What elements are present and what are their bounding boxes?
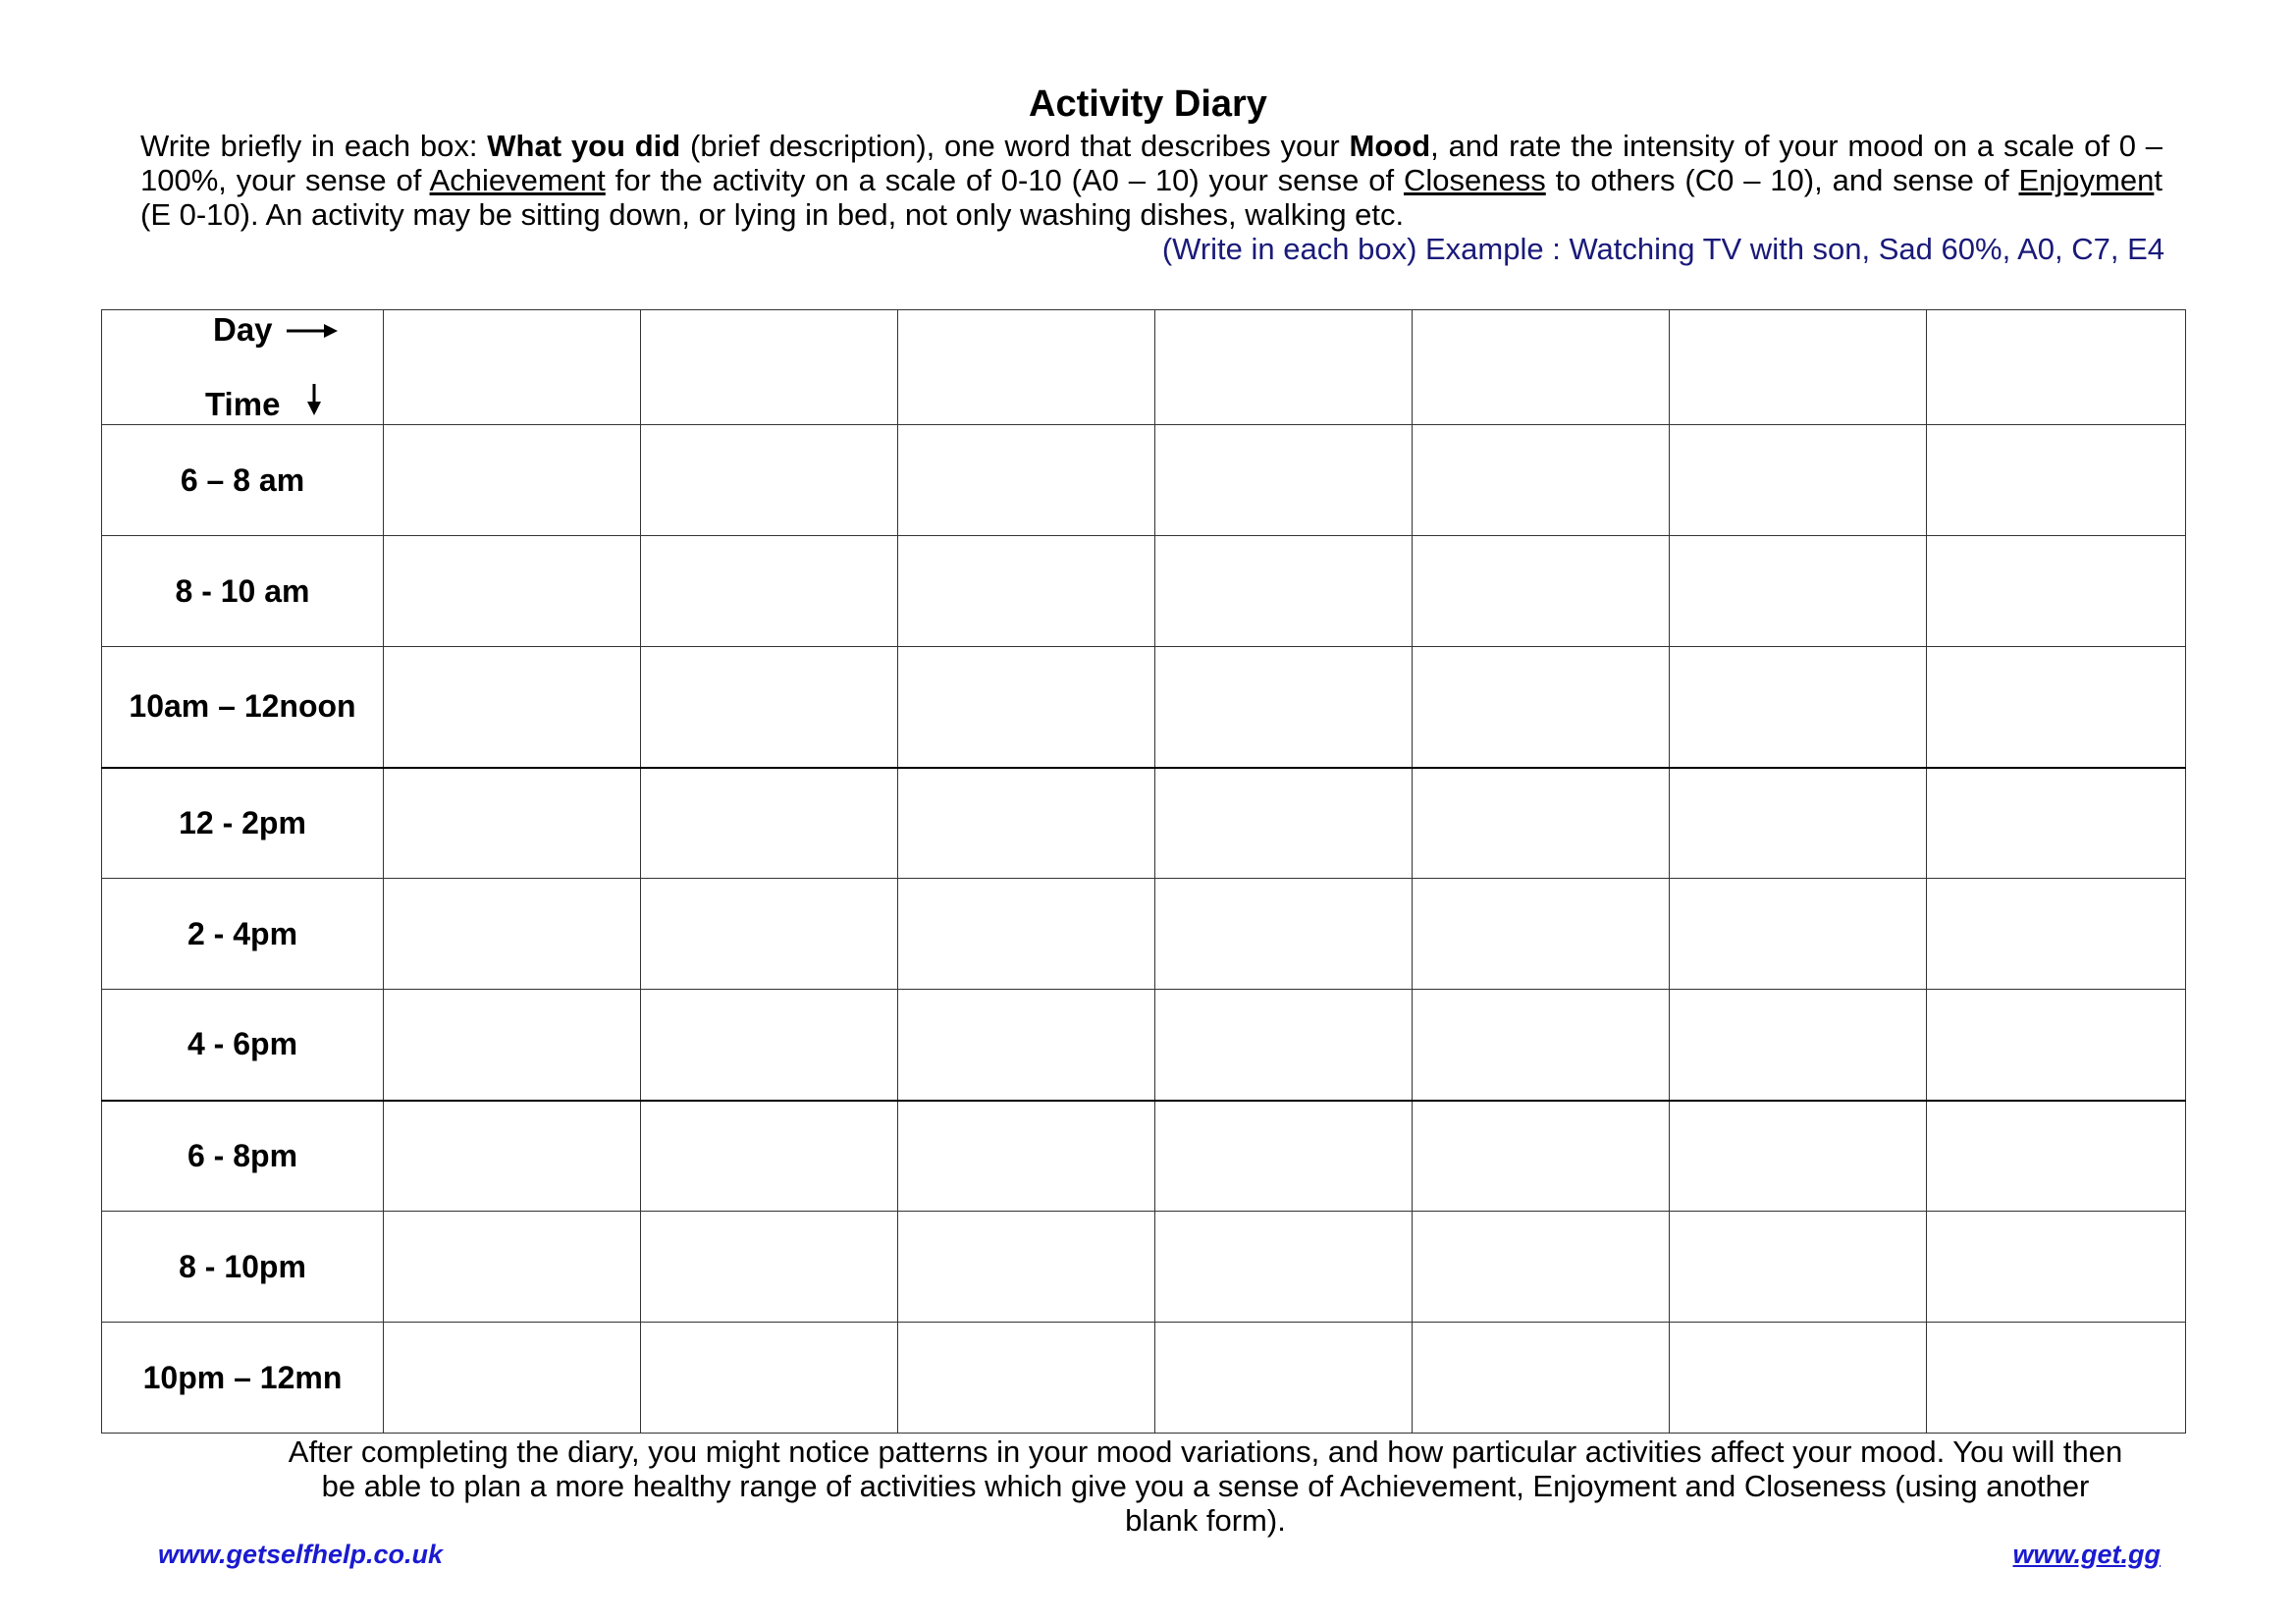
diary-entry-cell[interactable] — [641, 536, 898, 647]
diary-entry-cell[interactable] — [1670, 768, 1927, 879]
diary-entry-cell[interactable] — [1413, 768, 1670, 879]
diary-entry-cell[interactable] — [1927, 768, 2186, 879]
day-header-cell[interactable] — [384, 310, 641, 425]
diary-entry-cell[interactable] — [1927, 536, 2186, 647]
diary-entry-cell[interactable] — [384, 879, 641, 990]
diary-entry-cell[interactable] — [641, 879, 898, 990]
diary-entry-cell[interactable] — [384, 647, 641, 768]
diary-entry-cell[interactable] — [898, 1212, 1155, 1323]
diary-entry-cell[interactable] — [1155, 1101, 1413, 1212]
diary-entry-cell[interactable] — [641, 425, 898, 536]
diary-entry-cell[interactable] — [1413, 536, 1670, 647]
time-row — [102, 990, 2186, 1101]
instructions-text: Write briefly in each box: — [140, 129, 488, 163]
diary-entry-cell[interactable] — [1670, 1323, 1927, 1434]
diary-entry-cell[interactable] — [898, 647, 1155, 768]
instructions-text: to others (C0 – 10), and sense of — [1545, 163, 2019, 197]
diary-body — [102, 310, 2186, 1434]
diary-entry-cell[interactable] — [641, 647, 898, 768]
diary-entry-cell[interactable] — [1927, 879, 2186, 990]
diary-entry-cell[interactable] — [898, 536, 1155, 647]
time-slot-label: 8 - 10 am — [102, 536, 384, 647]
diary-entry-cell[interactable] — [898, 879, 1155, 990]
instructions-paragraph — [140, 129, 2163, 232]
day-header-cell[interactable] — [1155, 310, 1413, 425]
time-slot-label: 6 - 8pm — [102, 1101, 384, 1212]
diary-entry-cell[interactable] — [384, 768, 641, 879]
day-header-label: Day — [213, 310, 273, 348]
diary-entry-cell[interactable] — [898, 1323, 1155, 1434]
time-row — [102, 1101, 2186, 1212]
day-header-cell[interactable] — [1670, 310, 1927, 425]
diary-entry-cell[interactable] — [1155, 990, 1413, 1101]
instructions-text: (brief description), one word that describes your — [680, 129, 1350, 163]
getselfhelp-link[interactable]: www.getselfhelp.co.uk — [158, 1540, 444, 1569]
time-header-label: Time — [205, 385, 281, 422]
diary-entry-cell[interactable] — [1927, 1323, 2186, 1434]
diary-entry-cell[interactable] — [641, 990, 898, 1101]
day-header-cell[interactable] — [641, 310, 898, 425]
get-gg-link[interactable]: www.get.gg — [2012, 1540, 2161, 1569]
diary-entry-cell[interactable] — [898, 425, 1155, 536]
diary-entry-cell[interactable] — [384, 536, 641, 647]
time-slot-label: 6 – 8 am — [102, 425, 384, 536]
diary-entry-cell[interactable] — [1927, 1101, 2186, 1212]
diary-entry-cell[interactable] — [1155, 1212, 1413, 1323]
diary-entry-cell[interactable] — [641, 768, 898, 879]
time-row — [102, 425, 2186, 536]
instructions-bold-mood: Mood — [1349, 129, 1431, 163]
time-slot-label: 12 - 2pm — [102, 768, 384, 879]
diary-entry-cell[interactable] — [1413, 1323, 1670, 1434]
time-slot-label: 8 - 10pm — [102, 1212, 384, 1323]
example-text: (Write in each box) Example : Watching TV with son, Sad 60%, A0, C7, E4 — [1161, 232, 2164, 266]
instructions-underline-achievement: Achievement — [429, 163, 606, 197]
diary-entry-cell[interactable] — [384, 1101, 641, 1212]
arrow-down-icon — [304, 384, 324, 415]
diary-entry-cell[interactable] — [641, 1323, 898, 1434]
diary-entry-cell[interactable] — [1927, 990, 2186, 1101]
page-title: Activity Diary — [1029, 83, 1267, 125]
diary-entry-cell[interactable] — [1413, 647, 1670, 768]
diary-entry-cell[interactable] — [1413, 425, 1670, 536]
diary-entry-cell[interactable] — [898, 768, 1155, 879]
diary-entry-cell[interactable] — [1927, 647, 2186, 768]
instructions-bold-what-you-did: What you did — [487, 129, 681, 163]
instructions-underline-closeness: Closeness — [1404, 163, 1546, 197]
time-row — [102, 536, 2186, 647]
diary-entry-cell[interactable] — [1670, 990, 1927, 1101]
time-slot-label: 2 - 4pm — [102, 879, 384, 990]
diary-entry-cell[interactable] — [1670, 425, 1927, 536]
diary-entry-cell[interactable] — [1927, 425, 2186, 536]
instructions-text: for the activity on a scale of 0-10 (A0 – 10) your sense of — [605, 163, 1404, 197]
diary-entry-cell[interactable] — [1155, 879, 1413, 990]
arrow-right-icon — [287, 323, 338, 339]
instructions-text: , and rate the intensity of your mood on a scale of 0 – 100%, your sense of — [140, 129, 2163, 197]
instructions-text: t (E 0-10). An activity may be sitting down, or lying in bed, not only washing dishes, walking etc. — [140, 163, 2163, 232]
time-row — [102, 879, 2186, 990]
time-row — [102, 768, 2186, 879]
time-slot-label: 10am – 12noon — [102, 647, 384, 768]
day-header-cell[interactable] — [1927, 310, 2186, 425]
diary-entry-cell[interactable] — [1670, 1212, 1927, 1323]
diary-entry-cell[interactable] — [1413, 879, 1670, 990]
footer-note: After completing the diary, you might notice patterns in your mood variations, and how particular activities affect your mood. You will then be able to plan a more healthy range of activities which give you a sense of Achievement, Enjoyment and Closeness (using another blank form). — [288, 1435, 2123, 1538]
diary-entry-cell[interactable] — [641, 1212, 898, 1323]
diary-entry-cell[interactable] — [384, 1323, 641, 1434]
diary-entry-cell[interactable] — [898, 1101, 1155, 1212]
time-row — [102, 1212, 2186, 1323]
diary-entry-cell[interactable] — [384, 990, 641, 1101]
diary-entry-cell[interactable] — [1413, 990, 1670, 1101]
time-row — [102, 647, 2186, 768]
diary-entry-cell[interactable] — [1155, 768, 1413, 879]
day-header-cell[interactable] — [898, 310, 1155, 425]
day-time-header-cell — [102, 310, 384, 425]
diary-entry-cell[interactable] — [1927, 1212, 2186, 1323]
diary-entry-cell[interactable] — [1155, 1323, 1413, 1434]
diary-entry-cell[interactable] — [1155, 647, 1413, 768]
diary-entry-cell[interactable] — [1155, 536, 1413, 647]
diary-entry-cell[interactable] — [384, 425, 641, 536]
diary-entry-cell[interactable] — [641, 1101, 898, 1212]
diary-entry-cell[interactable] — [898, 990, 1155, 1101]
diary-entry-cell[interactable] — [1413, 1101, 1670, 1212]
instructions-underline-enjoyment: Enjoymen — [2018, 163, 2155, 197]
diary-entry-cell[interactable] — [1155, 425, 1413, 536]
activity-diary-table — [101, 309, 2186, 1434]
diary-entry-cell[interactable] — [1413, 1212, 1670, 1323]
time-slot-label: 10pm – 12mn — [102, 1323, 384, 1434]
time-slot-label: 4 - 6pm — [102, 990, 384, 1101]
diary-entry-cell[interactable] — [1670, 1101, 1927, 1212]
diary-entry-cell[interactable] — [1670, 879, 1927, 990]
diary-entry-cell[interactable] — [1670, 647, 1927, 768]
diary-entry-cell[interactable] — [384, 1212, 641, 1323]
header-row — [102, 310, 2186, 425]
day-header-cell[interactable] — [1413, 310, 1670, 425]
time-row — [102, 1323, 2186, 1434]
diary-entry-cell[interactable] — [1670, 536, 1927, 647]
